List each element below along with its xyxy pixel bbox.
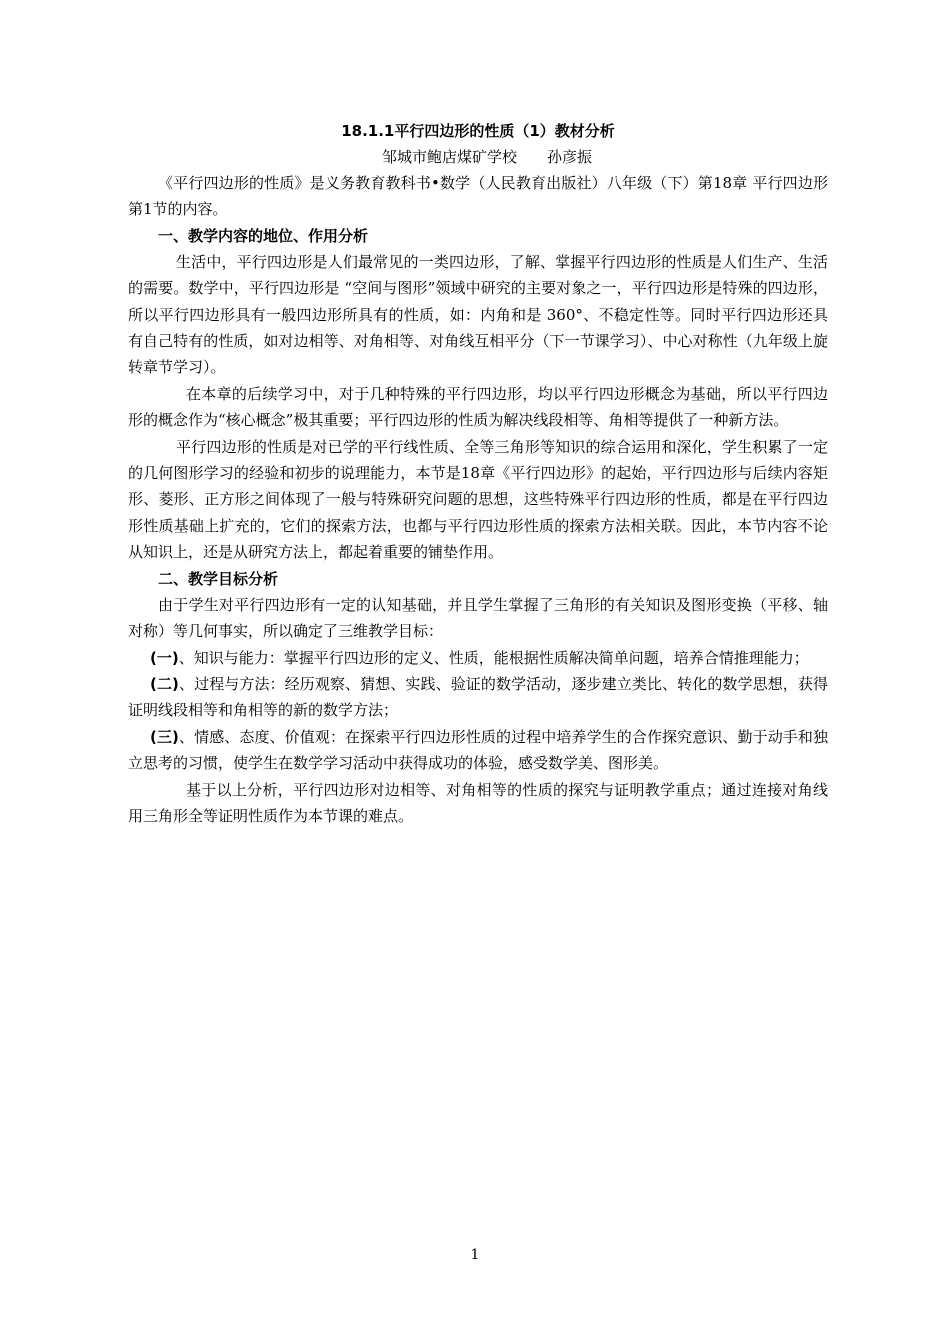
section1-paragraph-2: 在本章的后续学习中，对于几种特殊的平行四边形，均以平行四边形概念为基础，所以平行四边形的概念作为“核心概念”极其重要；平行四边形的性质为解决线段相等、角相等提供了一种新方法。 xyxy=(128,384,828,430)
goal-item-2 xyxy=(128,671,828,724)
intro-paragraph: 《平行四边形的性质》是义务教育教科书•数学（人民教育出版社）八年级（下）第18章 平行四边形第1节的内容。 xyxy=(128,174,828,219)
conclusion-paragraph: 基于以上分析，平行四边形对边相等、对角相等的性质的探究与证明教学重点；通过连接对角线用三角形全等证明性质作为本节课的难点。 xyxy=(128,780,828,825)
section-heading-2: 二、教学目标分析 xyxy=(158,569,279,588)
section1-paragraph-3: 平行四边形的性质是对已学的平行线性质、全等三角形等知识的综合运用和深化，学生积累了一定的几何图形学习的经验和初步的说理能力，本节是18章《平行四边形》的起始，平行四边形与后续内容矩形、菱形、正方形之间体现了一般与特殊研究问题的思想，这些特殊平行四边形的性质，都是在平行四边形性质基础上扩充的，它们的探索方法，也都与平行四边形性质的探索方法相关联。因此，本节内容不论从知识上，还是从研究方法上，都起着重要的铺垫作用。 xyxy=(128,437,828,562)
school-name: 邹城市鲍店煤矿学校 xyxy=(381,148,517,166)
author-name: 孙彦振 xyxy=(547,148,593,166)
section2-intro: 由于学生对平行四边形有一定的认知基础，并且学生掌握了三角形的有关知识及图形变换（平移、轴对称）等几何事实，所以确定了三维教学目标： xyxy=(128,595,828,641)
goal-number-3: (三) xyxy=(150,727,179,746)
goal-number-2: (二) xyxy=(150,674,179,693)
section-heading-1: 一、教学内容的地位、作用分析 xyxy=(158,226,369,245)
goal-text-3: 、情感、态度、价值观：在探索平行四边形性质的过程中培养学生的合作探究意识、勤于动手和独立思考的习惯，使学生在数学学习活动中获得成功的体验，感受数学美、图形美。 xyxy=(128,727,828,773)
goal-item-3 xyxy=(128,724,828,777)
page-number: 1 xyxy=(470,1247,480,1263)
byline xyxy=(128,144,828,170)
document-title: 18.1.1平行四边形的性质（1）教材分析 xyxy=(341,122,615,140)
goal-item-1 xyxy=(128,645,828,671)
goal-text-2: 、过程与方法：经历观察、猜想、实践、验证的数学活动，逐步建立类比、转化的数学思想，获得证明线段相等和角相等的新的数学方法； xyxy=(128,674,828,720)
section1-paragraph-1: 生活中，平行四边形是人们最常见的一类四边形，了解、掌握平行四边形的性质是人们生产、生活的需要。数学中，平行四边形是 “空间与图形”领域中研究的主要对象之一，平行四边形是特殊的四边形，所以平行四边形具有一般四边形所具有的性质，如：内角和是 360°、不稳定性等。同时平行四边形还具有自己特有的性质，如对边相等、对角相等、对角线互相平分（下一节课学习）、中心对称性（九年级上旋转章节学习）。 xyxy=(128,252,828,377)
document-body xyxy=(128,118,828,829)
goal-text-1: 、知识与能力：掌握平行四边形的定义、性质，能根据性质解决简单问题，培养合情推理能力； xyxy=(178,648,809,667)
goal-number-1: (一) xyxy=(150,648,179,667)
